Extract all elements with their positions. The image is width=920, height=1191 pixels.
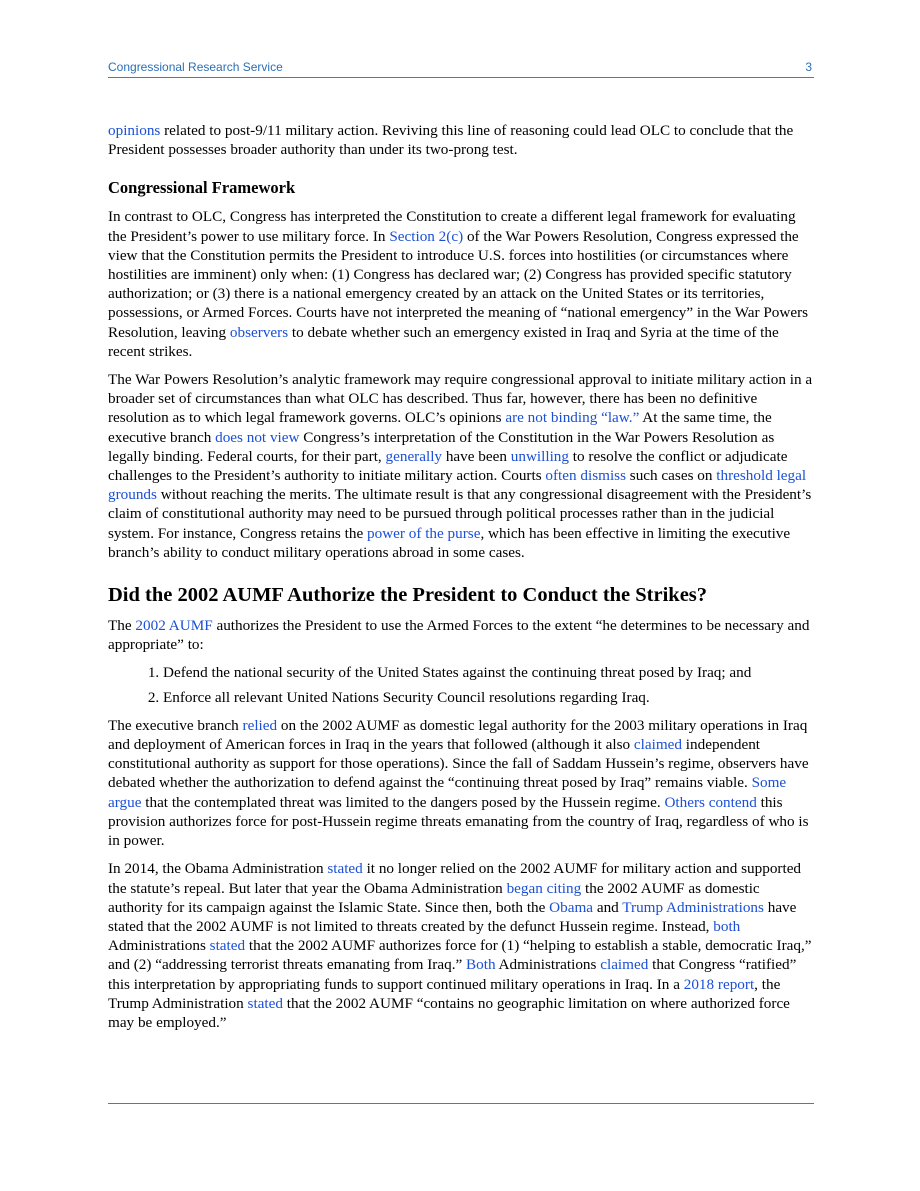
text: The executive branch [108, 716, 243, 734]
text: In contrast to OLC, Congress has interpreted the Constitution to create a different legal framework for evaluating the President’s power to use military force. In [108, 208, 796, 245]
paragraph-aumf-intro [108, 616, 814, 654]
text: Administrations [108, 937, 210, 955]
link-unwilling[interactable]: unwilling [510, 447, 569, 465]
page-header [108, 58, 814, 78]
text: this provision authorizes force for post-Hussein regime threats emanating from the country of Iraq, regardless of who is in power. [108, 793, 809, 850]
link-2018-report[interactable]: 2018 report [683, 975, 755, 993]
link-threshold-legal-grounds[interactable]: threshold legal grounds [108, 467, 807, 504]
link-obama[interactable]: Obama [549, 898, 594, 916]
text: and [593, 898, 623, 916]
list-item: 1. Defend the national security of the United States against the continuing threat posed by Iraq; and [163, 663, 814, 682]
paragraph-war-powers [108, 370, 814, 562]
heading-2002-aumf: Did the 2002 AUMF Authorize the President to Conduct the Strikes? [108, 584, 708, 607]
text: of the War Powers Resolution, Congress expressed the view that the Constitution permits the President to introduce U.S. forces into hostilities (or circumstances where hostilities are imminent) only when: (1) Congress has declared war; (2) Congress has provided specific statutory authorization; or (3) there is a national emergency created by an attack on the United States or its territories, possessions, or Armed Forces. Courts have not interpreted the meaning of “national emergency” in the War Powers Resolution, leaving [108, 227, 809, 341]
footer-divider [108, 1103, 814, 1104]
link-stated[interactable]: stated [247, 994, 283, 1012]
document-body [108, 121, 814, 1041]
text: the 2002 AUMF as domestic authority for its campaign against the Islamic State. Since then, both the [108, 879, 760, 916]
text: that Congress “ratified” this interpretation by appropriating funds to support continued military operations in Iraq. In a [108, 956, 797, 993]
link-section-2c[interactable]: Section 2(c) [389, 227, 464, 245]
text: to debate whether such an emergency existed in Iraq and Syria at the time of the recent strikes. [108, 323, 779, 360]
text: In 2014, the Obama Administration [108, 860, 328, 878]
paragraph-executive-branch [108, 716, 814, 850]
link-observers[interactable]: observers [229, 323, 289, 341]
text: on the 2002 AUMF as domestic legal authority for the 2003 military operations in Iraq and deployment of American forces in Iraq in the years that followed (although it also [108, 716, 808, 754]
header-org-name: Congressional Research Service [108, 60, 283, 74]
paragraph-framework [108, 207, 814, 361]
text: such cases on [626, 467, 717, 485]
text: related to post-9/11 military action. Reviving this line of reasoning could lead OLC to conclude that the President possesses broader authority than under its two-prong test. [108, 122, 794, 159]
link-generally[interactable]: generally [385, 447, 443, 465]
link-both[interactable]: both [713, 917, 741, 935]
text: that the 2002 AUMF “contains no geographic limitation on where authorized force may be employed.” [108, 994, 790, 1031]
link-2002-aumf[interactable]: 2002 AUMF [135, 617, 213, 635]
link-some-argue[interactable]: Some argue [108, 774, 787, 811]
list-item: 2. Enforce all relevant United Nations Security Council resolutions regarding Iraq. [163, 688, 814, 707]
text: it no longer relied on the 2002 AUMF for military action and supported the statute’s repeal. But later that year the Obama Administration [108, 860, 802, 897]
text: The [108, 617, 136, 635]
text: that the contemplated threat was limited to the dangers posed by the Hussein regime. [141, 793, 665, 811]
text: that the 2002 AUMF authorizes force for (1) “helping to establish a stable, democratic Iraq,” and (2) “addressing terrorist threats emanating from Iraq.” [108, 937, 812, 974]
link-claimed[interactable]: claimed [633, 736, 682, 754]
link-others-contend[interactable]: Others contend [664, 793, 757, 811]
link-trump-administrations[interactable]: Trump Administrations [622, 898, 764, 916]
text: have stated that the 2002 AUMF is not limited to threats created by the defunct Hussein regime. Instead, [108, 898, 797, 935]
paragraph-2014-obama [108, 859, 814, 1032]
text: , which has been effective in limiting the executive branch’s ability to conduct military operations abroad in some cases. [108, 524, 791, 561]
text: Congress’s interpretation of the Constitution in the War Powers Resolution as legally binding. Federal courts, for their part, [108, 428, 775, 465]
text: independent constitutional authority as support for those operations). Since the fall of Saddam Hussein’s regime, observers have debated whether the authorization to defend against the “continuing threat posed by Iraq” remains viable. [108, 736, 809, 792]
link-does-not-view[interactable]: does not view [215, 428, 300, 446]
text: authorizes the President to use the Armed Forces to the extent “he determines to be necessary and appropriate” to: [108, 617, 810, 654]
aumf-purposes-list [108, 663, 814, 706]
link-began-citing[interactable]: began citing [506, 879, 582, 897]
text: , the Trump Administration [108, 975, 781, 1012]
text: At the same time, the executive branch [108, 409, 772, 446]
link-relied[interactable]: relied [242, 716, 278, 734]
link-often-dismiss[interactable]: often dismiss [545, 467, 626, 485]
header-page-number: 3 [805, 60, 812, 74]
link-stated[interactable]: stated [327, 860, 363, 878]
heading-congressional-framework: Congressional Framework [108, 178, 296, 198]
text: to resolve the conflict or adjudicate challenges to the President’s authority to initiate military action. Courts [108, 447, 788, 485]
text: have been [442, 447, 511, 465]
link-opinions[interactable]: opinions [108, 122, 161, 139]
text: Administrations [495, 956, 601, 974]
text: The War Powers Resolution’s analytic framework may require congressional approval to initiate military action in a broader set of circumstances than what OLC has described. Thus far, however, there has been no definitive resolution as to which legal framework governs. OLC’s opinions [108, 371, 813, 427]
link-not-binding-law[interactable]: are not binding “law.” [505, 409, 640, 427]
paragraph-opinions [108, 121, 814, 159]
link-claimed[interactable]: claimed [600, 956, 649, 974]
link-power-of-the-purse[interactable]: power of the purse [367, 524, 481, 542]
link-both[interactable]: Both [466, 956, 496, 974]
text: without reaching the merits. The ultimate result is that any congressional disagreement with the President’s claim of constitutional authority may need to be pursued through political processes rather than in the judicial system. For instance, Congress retains the [108, 486, 812, 542]
link-stated[interactable]: stated [209, 937, 246, 955]
